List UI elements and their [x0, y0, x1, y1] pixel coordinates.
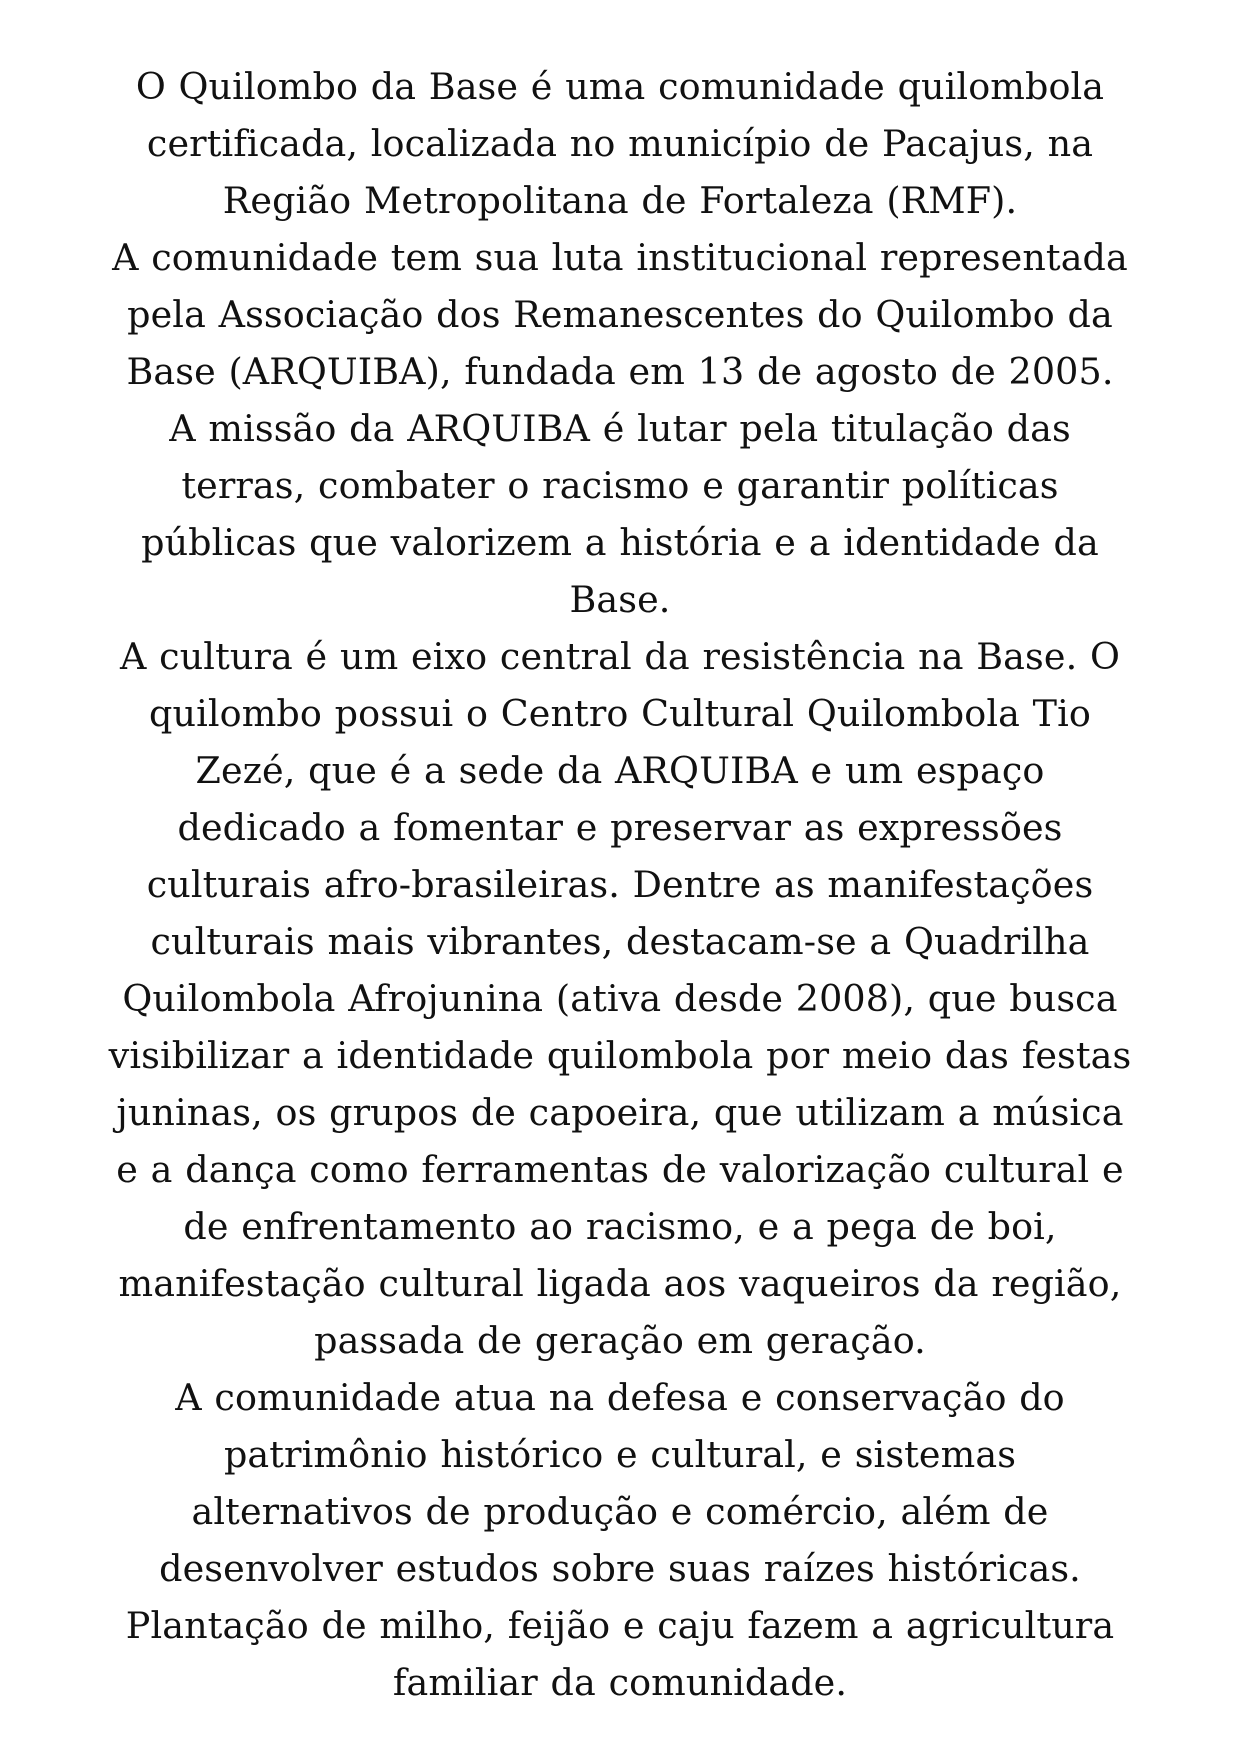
paragraph-1: O Quilombo da Base é uma comunidade quilombola certificada, localizada no município de Pacajus, na Região Metropolitana de Fortaleza (RMF).	[135, 65, 1105, 222]
paragraph-4: A comunidade atua na defesa e conservação do patrimônio histórico e cultural, e sistemas alternativos de produção e comércio, além de desenvolver estudos sobre suas raízes históricas. Plantação de milho, feijão e caju fazem a agricultura familiar da comunidade.	[125, 1376, 1115, 1704]
paragraph-2: A comunidade tem sua luta institucional representada pela Associação dos Remanescentes do Quilombo da Base (ARQUIBA), fundada em 13 de agosto de 2005. A missão da ARQUIBA é lutar pela titulação das terras, combater o racismo e garantir políticas públicas que valorizem a história e a identidade da Base.	[112, 236, 1128, 621]
paragraph-3: A cultura é um eixo central da resistência na Base. O quilombo possui o Centro Cultural Quilombola Tio Zezé, que é a sede da ARQUIBA e um espaço dedicado a fomentar e preservar as expressões culturais afro-brasileiras. Dentre as manifestações culturais mais vibrantes, destacam-se a Quadrilha Quilombola Afrojunina (ativa desde 2008), que busca visibilizar a identidade quilombola por meio das festas juninas, os grupos de capoeira, que utilizam a música e a dança como ferramentas de valorização cultural e de enfrentamento ao racismo, e a pega de boi, manifestação cultural ligada aos vaqueiros da região, passada de geração em geração.	[108, 635, 1132, 1362]
document-page	[108, 58, 1132, 1708]
